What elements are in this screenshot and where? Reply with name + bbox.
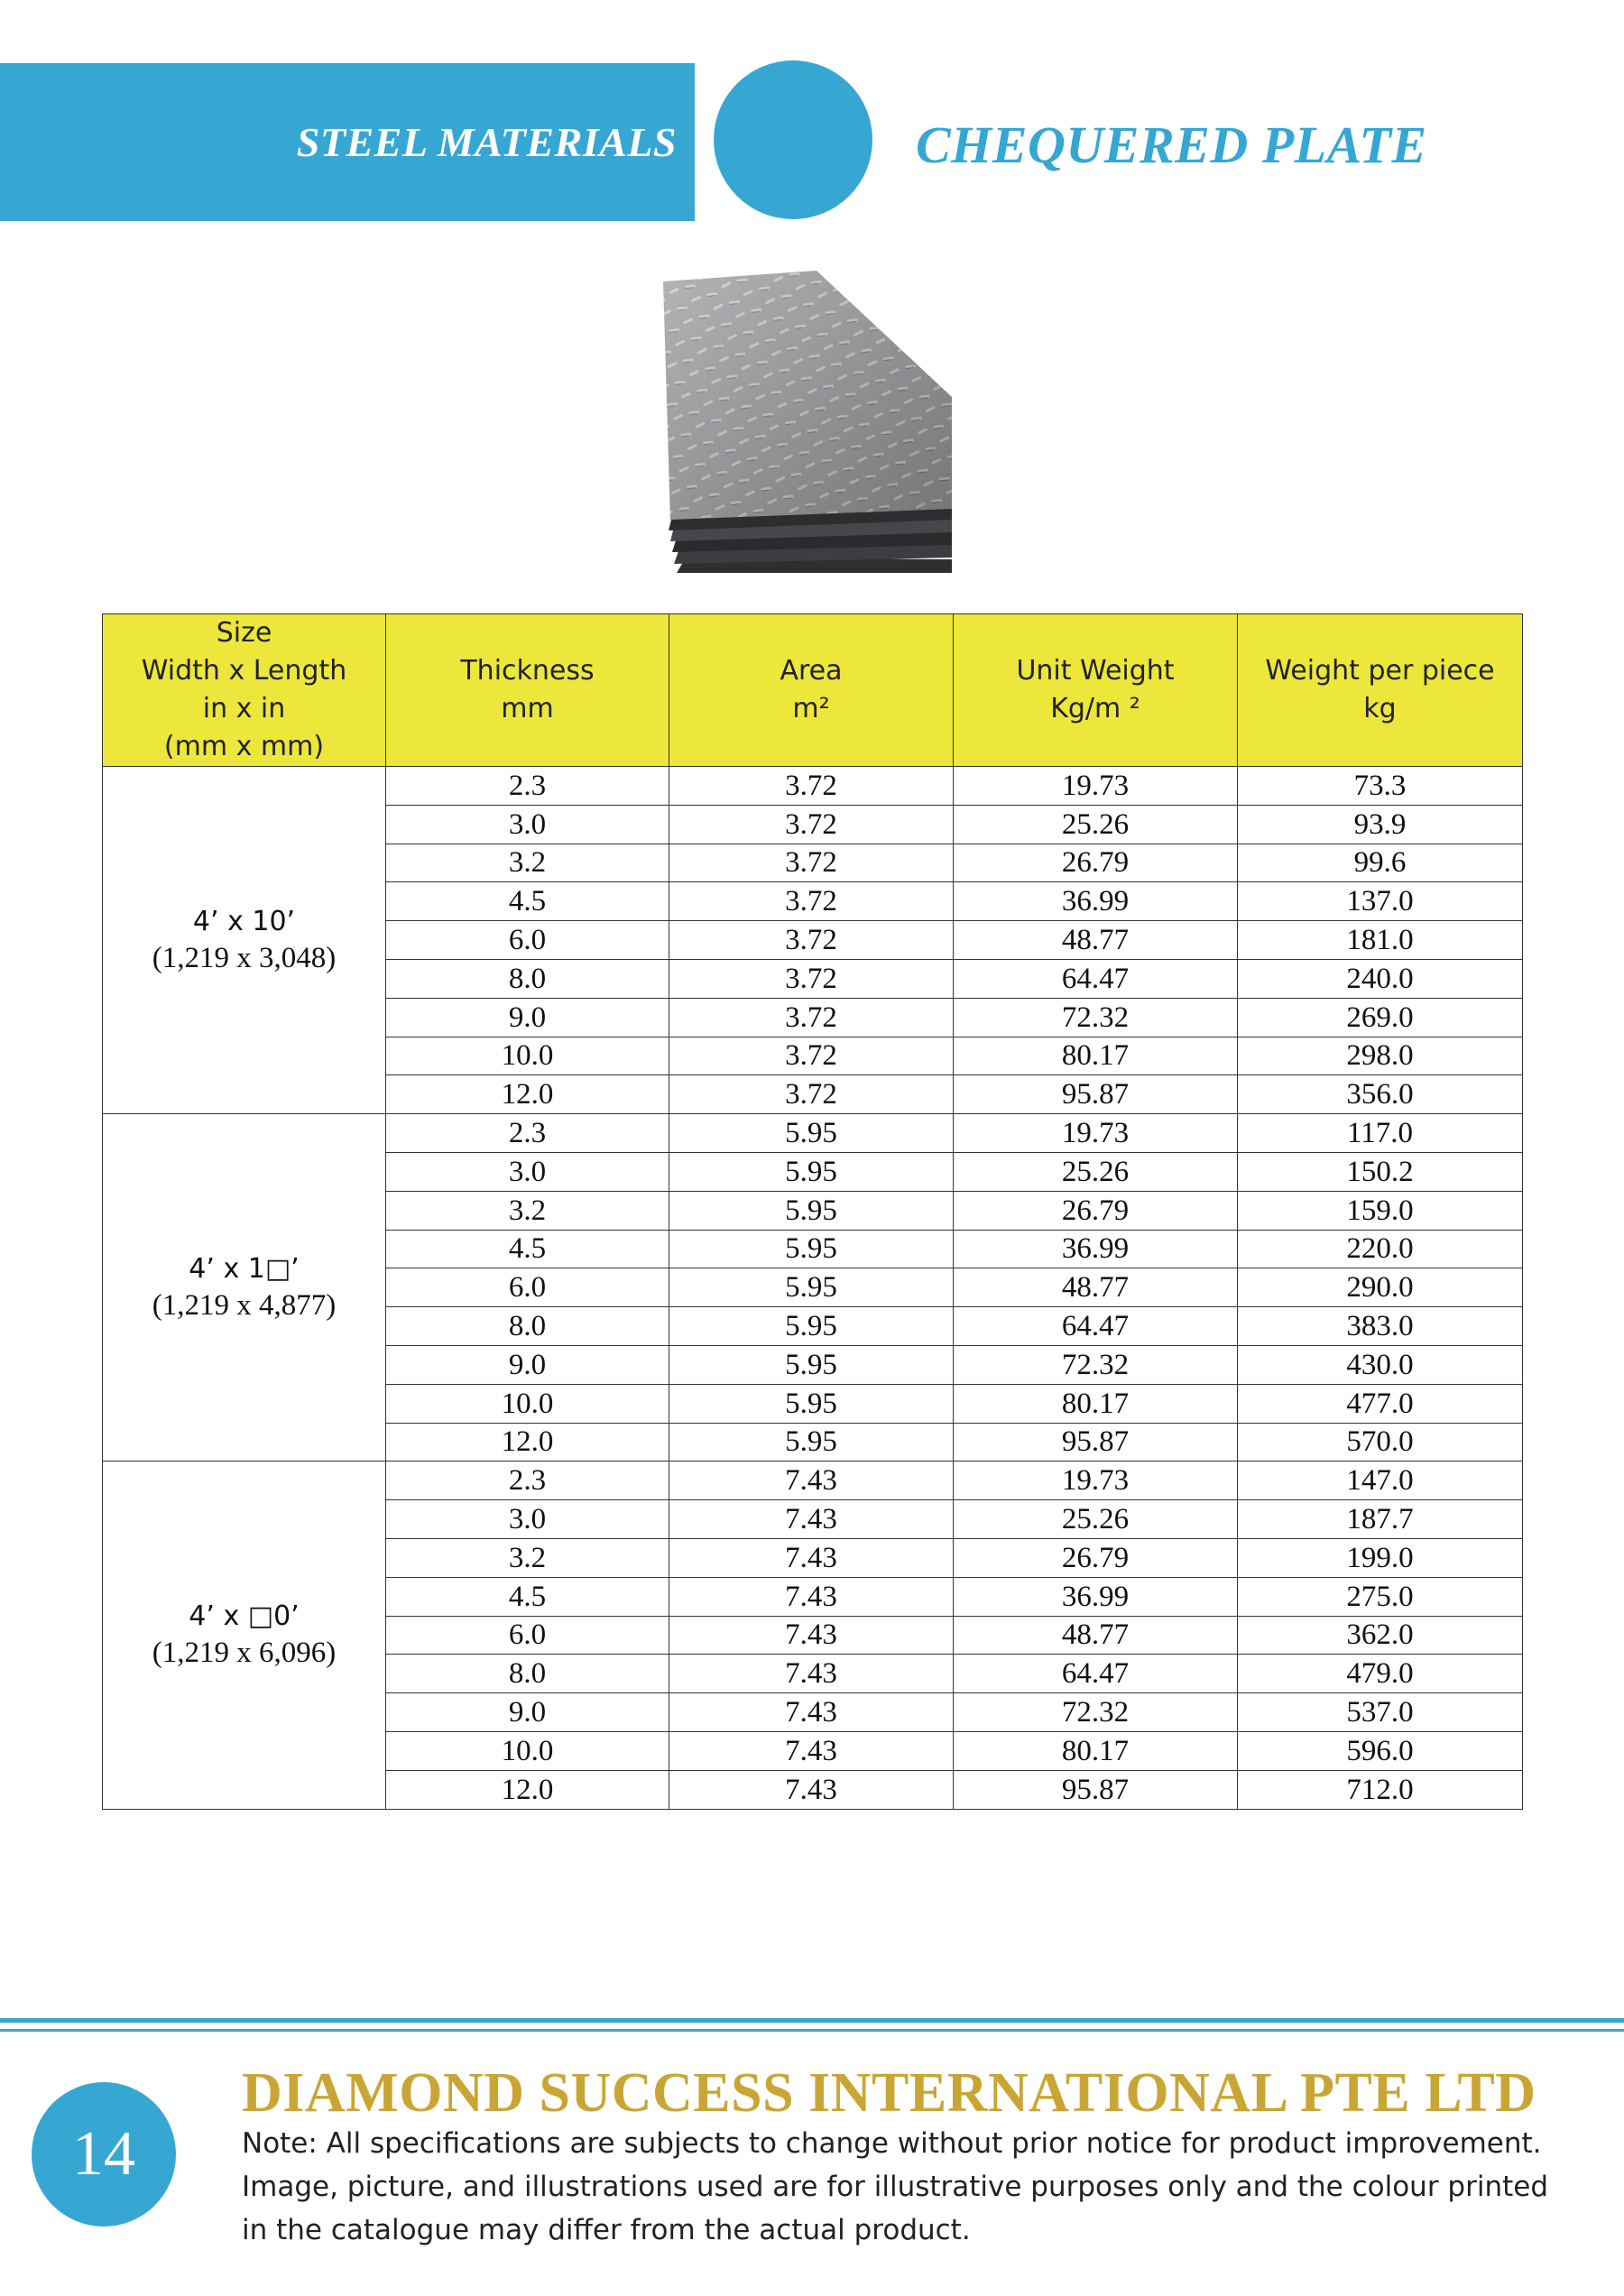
weight-per-piece-cell: 181.0 (1238, 921, 1523, 960)
thickness-cell: 6.0 (386, 1616, 669, 1655)
thickness-cell: 12.0 (386, 1075, 669, 1114)
size-inches: 4’ x □0’ (189, 1600, 300, 1633)
area-cell: 5.95 (669, 1345, 954, 1384)
size-cell (103, 1462, 386, 1809)
unit-weight-cell: 72.32 (954, 1693, 1238, 1732)
area-cell: 7.43 (669, 1616, 954, 1655)
unit-weight-cell: 19.73 (954, 1462, 1238, 1500)
note-line: Image, picture, and illustrations used are for illustrative purposes only and the colour printed (242, 2171, 1549, 2203)
area-cell: 7.43 (669, 1462, 954, 1500)
weight-per-piece-cell: 275.0 (1238, 1577, 1523, 1616)
weight-per-piece-cell: 383.0 (1238, 1307, 1523, 1346)
thickness-cell: 9.0 (386, 1693, 669, 1732)
unit-weight-cell: 25.26 (954, 1152, 1238, 1191)
weight-per-piece-cell: 479.0 (1238, 1655, 1523, 1693)
thickness-cell: 8.0 (386, 959, 669, 998)
unit-weight-cell: 36.99 (954, 1577, 1238, 1616)
thickness-cell: 12.0 (386, 1770, 669, 1809)
area-cell: 3.72 (669, 1037, 954, 1075)
unit-weight-cell: 64.47 (954, 959, 1238, 998)
unit-weight-cell: 72.32 (954, 1345, 1238, 1384)
area-cell: 7.43 (669, 1500, 954, 1539)
weight-per-piece-cell: 430.0 (1238, 1345, 1523, 1384)
unit-weight-cell: 48.77 (954, 1268, 1238, 1307)
area-cell: 3.72 (669, 767, 954, 806)
footer-divider (0, 2018, 1624, 2023)
unit-weight-cell: 25.26 (954, 1500, 1238, 1539)
size-millimetres: (1,219 x 3,048) (152, 942, 337, 975)
page-title: CHEQUERED PLATE (916, 115, 1427, 174)
weight-per-piece-cell: 290.0 (1238, 1268, 1523, 1307)
area-cell: 5.95 (669, 1114, 954, 1153)
thickness-cell: 3.0 (386, 805, 669, 844)
unit-weight-cell: 80.17 (954, 1731, 1238, 1770)
weight-per-piece-cell: 199.0 (1238, 1538, 1523, 1577)
unit-weight-cell: 95.87 (954, 1423, 1238, 1462)
area-cell: 7.43 (669, 1731, 954, 1770)
weight-per-piece-cell: 147.0 (1238, 1462, 1523, 1500)
unit-weight-cell: 95.87 (954, 1075, 1238, 1114)
thickness-cell: 9.0 (386, 1345, 669, 1384)
section-title: STEEL MATERIALS (296, 119, 677, 165)
size-inches: 4’ x 10’ (192, 906, 296, 938)
thickness-cell: 10.0 (386, 1731, 669, 1770)
weight-per-piece-cell: 298.0 (1238, 1037, 1523, 1075)
unit-weight-cell: 36.99 (954, 1230, 1238, 1268)
header-size: Size Width x Length in x in (mm x mm) (103, 614, 386, 767)
unit-weight-cell: 80.17 (954, 1384, 1238, 1423)
unit-weight-cell: 19.73 (954, 767, 1238, 806)
page-number: 14 (32, 2082, 176, 2227)
weight-per-piece-cell: 362.0 (1238, 1616, 1523, 1655)
area-cell: 5.95 (669, 1230, 954, 1268)
area-cell: 5.95 (669, 1268, 954, 1307)
size-inches: 4’ x 1□’ (189, 1253, 300, 1286)
weight-per-piece-cell: 240.0 (1238, 959, 1523, 998)
unit-weight-cell: 25.26 (954, 805, 1238, 844)
weight-per-piece-cell: 150.2 (1238, 1152, 1523, 1191)
header-thickness: Thickness mm (386, 614, 669, 767)
area-cell: 7.43 (669, 1577, 954, 1616)
weight-per-piece-cell: 93.9 (1238, 805, 1523, 844)
weight-per-piece-cell: 73.3 (1238, 767, 1523, 806)
unit-weight-cell: 26.79 (954, 1538, 1238, 1577)
thickness-cell: 3.2 (386, 1191, 669, 1230)
thickness-cell: 2.3 (386, 767, 669, 806)
unit-weight-cell: 48.77 (954, 921, 1238, 960)
weight-per-piece-cell: 356.0 (1238, 1075, 1523, 1114)
weight-per-piece-cell: 159.0 (1238, 1191, 1523, 1230)
thickness-cell: 4.5 (386, 882, 669, 921)
thickness-cell: 2.3 (386, 1114, 669, 1153)
thickness-cell: 8.0 (386, 1307, 669, 1346)
area-cell: 7.43 (669, 1693, 954, 1732)
area-cell: 3.72 (669, 998, 954, 1037)
thickness-cell: 3.2 (386, 844, 669, 882)
weight-per-piece-cell: 596.0 (1238, 1731, 1523, 1770)
thickness-cell: 8.0 (386, 1655, 669, 1693)
size-cell (103, 767, 386, 1114)
thickness-cell: 6.0 (386, 1268, 669, 1307)
unit-weight-cell: 64.47 (954, 1307, 1238, 1346)
header-area: Area m² (669, 614, 954, 767)
table-header-row (103, 614, 1523, 767)
area-cell: 7.43 (669, 1770, 954, 1809)
spec-table (102, 613, 1523, 1810)
size-millimetres: (1,219 x 6,096) (152, 1637, 337, 1670)
disclaimer-note (242, 2122, 1549, 2252)
weight-per-piece-cell: 187.7 (1238, 1500, 1523, 1539)
thickness-cell: 2.3 (386, 1462, 669, 1500)
area-cell: 3.72 (669, 959, 954, 998)
unit-weight-cell: 36.99 (954, 882, 1238, 921)
table-body (103, 767, 1523, 1810)
weight-per-piece-cell: 220.0 (1238, 1230, 1523, 1268)
area-cell: 3.72 (669, 921, 954, 960)
area-cell: 3.72 (669, 1075, 954, 1114)
area-cell: 5.95 (669, 1423, 954, 1462)
area-cell: 5.95 (669, 1191, 954, 1230)
unit-weight-cell: 95.87 (954, 1770, 1238, 1809)
area-cell: 5.95 (669, 1307, 954, 1346)
table-row (103, 1114, 1523, 1153)
thickness-cell: 10.0 (386, 1037, 669, 1075)
weight-per-piece-cell: 537.0 (1238, 1693, 1523, 1732)
thickness-cell: 9.0 (386, 998, 669, 1037)
weight-per-piece-cell: 117.0 (1238, 1114, 1523, 1153)
area-cell: 3.72 (669, 882, 954, 921)
weight-per-piece-cell: 570.0 (1238, 1423, 1523, 1462)
thickness-cell: 12.0 (386, 1423, 669, 1462)
area-cell: 5.95 (669, 1152, 954, 1191)
table-row (103, 767, 1523, 806)
note-line: in the catalogue may differ from the actual product. (242, 2214, 971, 2246)
chequered-plate-image (663, 271, 952, 573)
note-line: Note: All specifications are subjects to change without prior notice for product improvement. (242, 2127, 1542, 2160)
thickness-cell: 3.2 (386, 1538, 669, 1577)
unit-weight-cell: 19.73 (954, 1114, 1238, 1153)
area-cell: 5.95 (669, 1384, 954, 1423)
unit-weight-cell: 80.17 (954, 1037, 1238, 1075)
unit-weight-cell: 48.77 (954, 1616, 1238, 1655)
header-circle (714, 60, 872, 219)
weight-per-piece-cell: 99.6 (1238, 844, 1523, 882)
thickness-cell: 3.0 (386, 1500, 669, 1539)
thickness-cell: 10.0 (386, 1384, 669, 1423)
weight-per-piece-cell: 137.0 (1238, 882, 1523, 921)
area-cell: 3.72 (669, 805, 954, 844)
weight-per-piece-cell: 269.0 (1238, 998, 1523, 1037)
area-cell: 7.43 (669, 1538, 954, 1577)
unit-weight-cell: 26.79 (954, 1191, 1238, 1230)
unit-weight-cell: 64.47 (954, 1655, 1238, 1693)
area-cell: 7.43 (669, 1655, 954, 1693)
weight-per-piece-cell: 712.0 (1238, 1770, 1523, 1809)
header-unit-weight: Unit Weight Kg/m ² (954, 614, 1238, 767)
unit-weight-cell: 26.79 (954, 844, 1238, 882)
thickness-cell: 4.5 (386, 1230, 669, 1268)
thickness-cell: 3.0 (386, 1152, 669, 1191)
size-cell (103, 1114, 386, 1462)
weight-per-piece-cell: 477.0 (1238, 1384, 1523, 1423)
thickness-cell: 4.5 (386, 1577, 669, 1616)
company-name: DIAMOND SUCCESS INTERNATIONAL PTE LTD (242, 2062, 1536, 2124)
area-cell: 3.72 (669, 844, 954, 882)
thickness-cell: 6.0 (386, 921, 669, 960)
unit-weight-cell: 72.32 (954, 998, 1238, 1037)
header-weight-per-piece: Weight per piece kg (1238, 614, 1523, 767)
table-row (103, 1462, 1523, 1500)
footer-divider-thin (0, 2029, 1624, 2032)
size-millimetres: (1,219 x 4,877) (152, 1289, 337, 1323)
